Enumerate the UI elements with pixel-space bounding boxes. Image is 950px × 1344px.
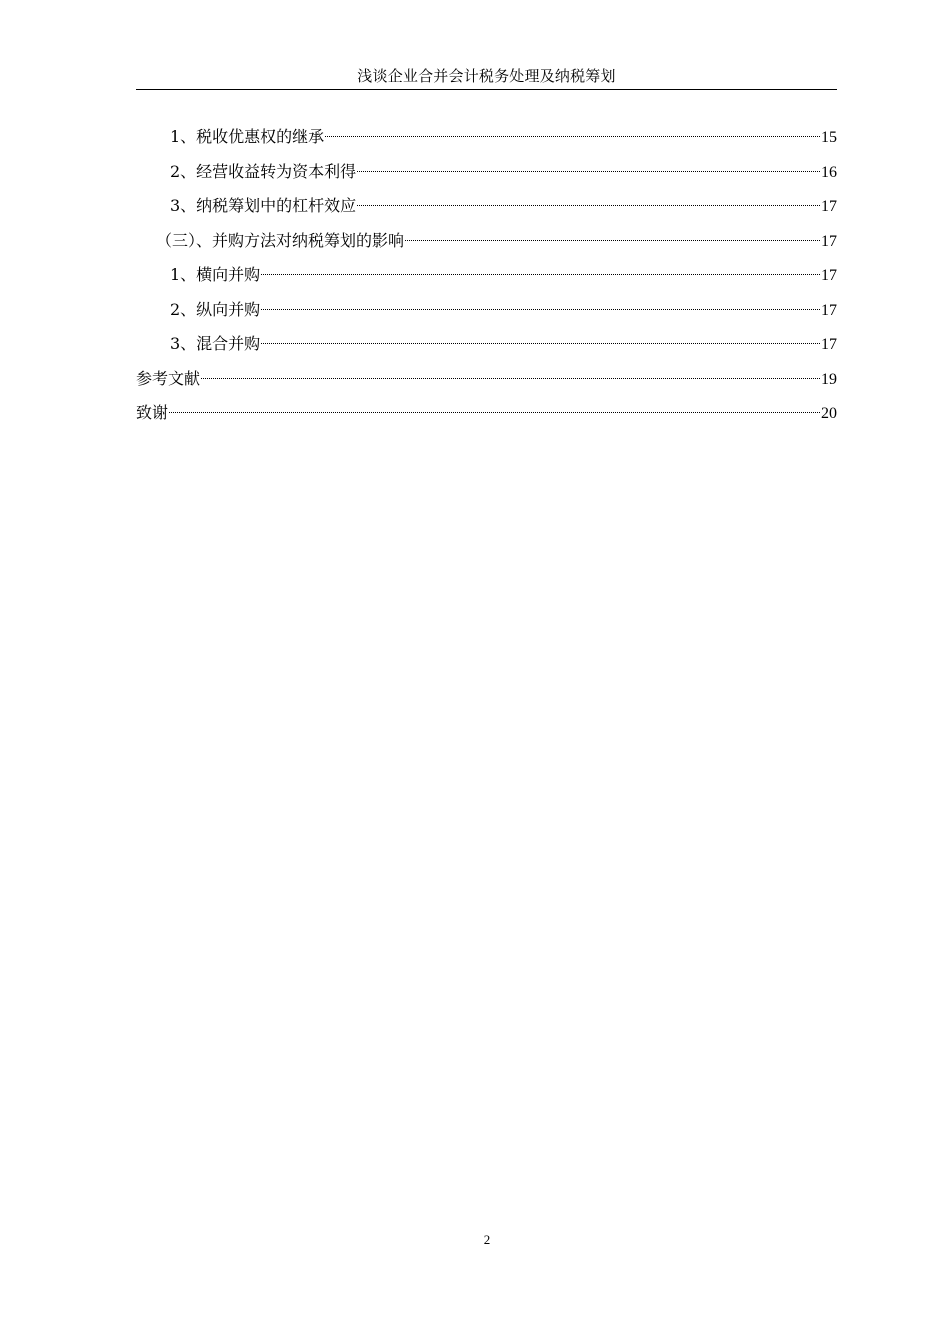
toc-entry-label: 参考文献 bbox=[136, 368, 201, 388]
toc-entry-label: 1、税收优惠权的继承 bbox=[170, 127, 325, 146]
toc-entry-label: 3、纳税筹划中的杠杆效应 bbox=[170, 196, 357, 215]
dot-leader bbox=[325, 136, 820, 137]
toc-entry-page: 19 bbox=[821, 370, 837, 388]
toc-entry-page: 15 bbox=[821, 129, 837, 146]
dot-leader bbox=[169, 412, 820, 413]
toc-entry-page: 17 bbox=[821, 232, 837, 250]
toc-entry-section-3[interactable] bbox=[136, 228, 837, 263]
toc-entry-references[interactable] bbox=[136, 366, 837, 401]
dot-leader bbox=[261, 343, 820, 344]
toc-entry-conglomerate-merger[interactable] bbox=[136, 331, 837, 366]
dot-leader bbox=[201, 378, 820, 379]
document-title: 浅谈企业合并会计税务处理及纳税筹划 bbox=[357, 67, 616, 85]
running-header bbox=[136, 64, 837, 90]
toc-entry-page: 16 bbox=[821, 163, 837, 181]
toc-entry-tax-incentive-inheritance[interactable] bbox=[136, 124, 837, 159]
dot-leader bbox=[357, 171, 820, 172]
page-number: 2 bbox=[483, 1232, 491, 1247]
toc-entry-acknowledgements[interactable] bbox=[136, 400, 837, 435]
dot-leader bbox=[261, 309, 820, 310]
dot-leader bbox=[357, 205, 820, 206]
toc-entry-label: 致谢 bbox=[136, 403, 169, 422]
toc-entry-label: （三）、并购方法对纳税筹划的影响 bbox=[156, 230, 405, 250]
toc-entry-label: 2、纵向并购 bbox=[170, 299, 261, 319]
toc-entry-page: 17 bbox=[821, 198, 837, 215]
toc-entry-label: 1、横向并购 bbox=[170, 265, 261, 284]
toc-entry-page: 17 bbox=[821, 336, 837, 353]
dot-leader bbox=[261, 274, 820, 275]
toc-entry-horizontal-merger[interactable] bbox=[136, 262, 837, 297]
toc-entry-page: 17 bbox=[821, 301, 837, 319]
toc-entry-vertical-merger[interactable] bbox=[136, 297, 837, 332]
dot-leader bbox=[405, 240, 820, 241]
toc-entry-operating-income-to-capital-gains[interactable] bbox=[136, 159, 837, 194]
toc-entry-label: 3、混合并购 bbox=[170, 334, 261, 353]
toc-entry-label: 2、经营收益转为资本利得 bbox=[170, 161, 357, 181]
toc-entry-leverage-effect[interactable] bbox=[136, 193, 837, 228]
toc-entry-page: 20 bbox=[821, 405, 837, 422]
toc-entry-page: 17 bbox=[821, 267, 837, 284]
table-of-contents bbox=[136, 124, 837, 435]
